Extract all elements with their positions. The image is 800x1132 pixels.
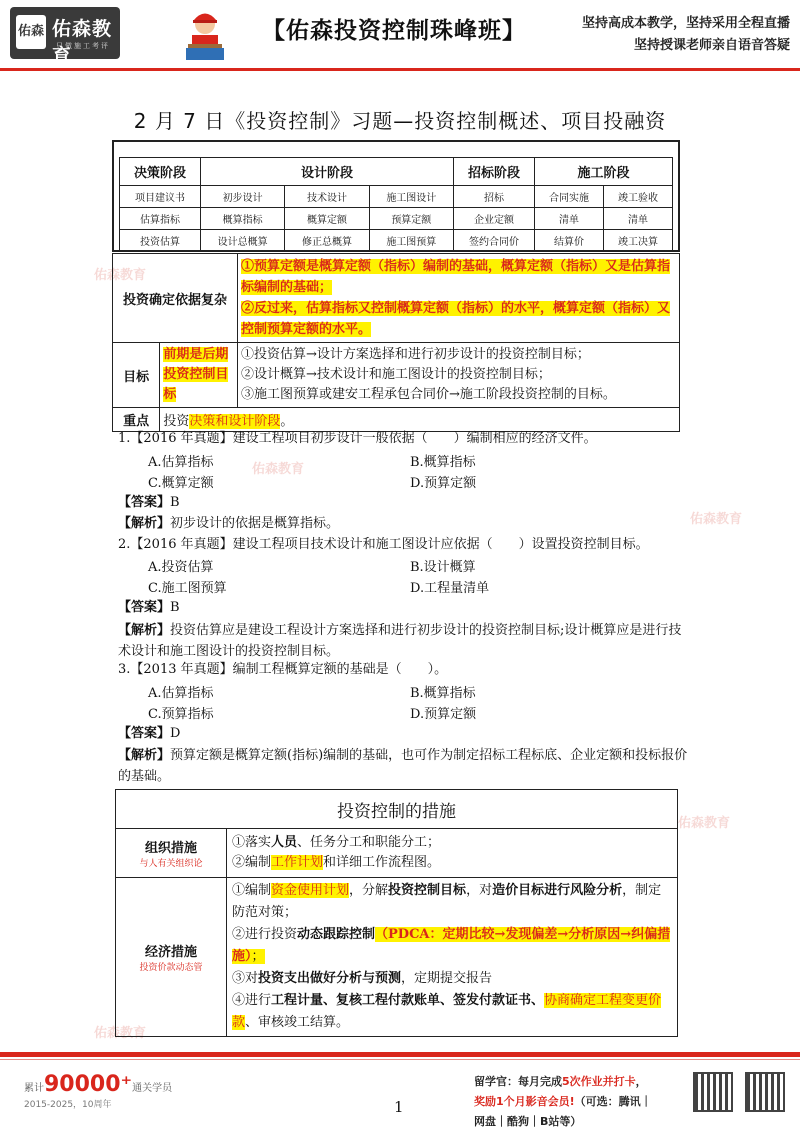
stage-header: 施工阶段 <box>534 158 672 186</box>
basis-label: 投资确定依据复杂 <box>113 254 238 343</box>
question-stem: 3.【2013 年真题】编制工程概算定额的基础是（ ）。 <box>118 662 448 677</box>
eco-2a: ②进行投资 <box>232 927 298 942</box>
answer-label: 【答案】 <box>118 600 171 615</box>
answer-value: B <box>170 495 180 510</box>
promo-b: 每月完成 <box>518 1075 562 1088</box>
watermark: 佑森教育 <box>94 268 147 283</box>
stage-header: 决策阶段 <box>120 158 201 186</box>
option: A.投资估算 <box>148 560 214 575</box>
eco-2b: 动态跟踪控制 <box>297 927 376 942</box>
org-1c: 、任务分工和职能分工； <box>297 835 441 850</box>
stage-cell: 估算指标 <box>120 208 201 230</box>
stage-row <box>120 186 673 208</box>
goal-row <box>113 343 680 408</box>
stage-cell: 项目建议书 <box>120 186 201 208</box>
answer-line <box>118 599 180 617</box>
slogan-line-2: 坚持授课老师亲自语音答疑 <box>633 38 790 53</box>
analysis-label: 【解析】 <box>118 516 171 531</box>
stage-cell: 施工图预算 <box>369 230 453 252</box>
option: D.预算定额 <box>410 476 477 491</box>
footer-divider <box>0 1052 800 1057</box>
eco-1a: ①编制 <box>232 883 272 898</box>
stage-cell: 施工图设计 <box>369 186 453 208</box>
org-1b: 人员 <box>271 835 298 850</box>
qr-code-icon <box>745 1072 785 1112</box>
eco-1f: ，制定防范对策； <box>232 883 662 920</box>
option: D.预算定额 <box>410 707 477 722</box>
watermark: 佑森教育 <box>94 1026 147 1041</box>
eco-1c: 投资控制目标 <box>388 883 467 898</box>
header-title: 【佑森投资控制珠峰班】 <box>262 18 526 44</box>
stage-cell: 概算定额 <box>285 208 369 230</box>
count-prefix: 累计 <box>24 1083 44 1094</box>
promo-text <box>474 1072 652 1132</box>
analysis-text: 投资估算应是建设工程设计方案选择和进行初步设计的投资控制目标;设计概算应是进行技术设计和施工图设计的投资控制目标。 <box>118 623 682 659</box>
stage-cell: 修正总概算 <box>285 230 369 252</box>
org-2b: 和详细工作流程图。 <box>323 855 441 870</box>
promo-f: （可选：腾讯｜ <box>574 1095 652 1108</box>
goal-note: 前期是后期投资控制目标 <box>163 347 229 402</box>
stage-row <box>120 230 673 252</box>
option: C.概算定额 <box>148 476 214 491</box>
option: A.估算指标 <box>148 686 214 701</box>
watermark: 佑森教育 <box>690 512 743 527</box>
footer-divider-thin <box>0 1059 800 1060</box>
option: B.概算指标 <box>410 455 476 470</box>
org-sub: 与人有关组织论 <box>139 859 203 869</box>
measures-title: 投资控制的措施 <box>116 790 678 829</box>
eco-sub: 投资价款动态管 <box>139 963 203 973</box>
promo-g: 网盘｜酷狗｜B站等） <box>474 1115 582 1128</box>
eco-4b: 工程计量、复核工程付款账单、签发付款证书、 <box>271 993 545 1008</box>
analysis-line <box>118 745 688 787</box>
slogan-line-1: 坚持高成本教学，坚持采用全程直播 <box>581 16 790 31</box>
analysis-label: 【解析】 <box>118 748 171 763</box>
stage-table <box>119 157 673 252</box>
goal-point-1: ①投资估算→设计方案选择和进行初步设计的投资控制目标； <box>241 347 590 362</box>
stage-cell: 设计总概算 <box>201 230 285 252</box>
analysis-line <box>118 515 339 533</box>
stage-row <box>120 208 673 230</box>
stage-cell: 企业定额 <box>453 208 534 230</box>
header-divider <box>0 68 800 71</box>
eco-row <box>116 878 678 1037</box>
analysis-text: 初步设计的依据是概算指标。 <box>170 516 340 531</box>
eco-3b: 投资支出做好分析与预测 <box>258 971 402 986</box>
stage-cell: 预算定额 <box>369 208 453 230</box>
basis-point-1: ①预算定额是概算定额（指标）编制的基础，概算定额（指标）又是估算指标编制的基础； <box>241 259 671 295</box>
stage-cell: 清单 <box>603 208 672 230</box>
eco-2d: ； <box>251 949 265 964</box>
eco-3a: ③对 <box>232 971 259 986</box>
eco-4c: 、审核竣工结算。 <box>245 1015 350 1030</box>
eco-3c: ，定期提交报告 <box>401 971 493 986</box>
brand-logo <box>10 7 120 67</box>
stage-header: 设计阶段 <box>201 158 454 186</box>
org-2-highlight: 工作计划 <box>271 855 324 870</box>
question-stem: 1.【2016 年真题】建设工程项目初步设计一般依据（ ）编制相应的经济文件。 <box>118 431 597 446</box>
promo-e: 奖励1个月影音会员! <box>474 1095 575 1108</box>
answer-line <box>118 494 180 512</box>
stage-cell: 竣工验收 <box>603 186 672 208</box>
question-stem: 2.【2016 年真题】建设工程项目技术设计和施工图设计应依据（ ）设置投资控制目标。 <box>118 537 649 552</box>
key-prefix: 投资 <box>163 414 190 429</box>
option: C.施工图预算 <box>148 581 227 596</box>
goal-label: 目标 <box>113 343 160 408</box>
key-label: 重点 <box>113 408 160 432</box>
stage-cell: 竣工决算 <box>603 230 672 252</box>
investment-rule-table <box>112 253 680 432</box>
student-count <box>24 1072 172 1110</box>
watermark: 佑森教育 <box>678 816 731 831</box>
eco-2-pdca: （PDCA：定期比较→发现偏差→分析原因→纠偏措施） <box>232 927 671 964</box>
option: C.预算指标 <box>148 707 214 722</box>
org-row <box>116 829 678 878</box>
page-number: 1 <box>394 1098 404 1116</box>
measures-title-row <box>116 790 678 829</box>
stage-cell: 概算指标 <box>201 208 285 230</box>
stage-cell: 投资估算 <box>120 230 201 252</box>
eco-1d: ，对 <box>466 883 493 898</box>
goal-point-2: ②设计概算→技术设计和施工图设计的投资控制目标； <box>241 367 551 382</box>
analysis-text: 预算定额是概算定额(指标)编制的基础，也可作为制定招标工程标底、企业定额和投标报价的基础。 <box>118 748 688 784</box>
stage-cell: 结算价 <box>534 230 603 252</box>
eco-1e: 造价目标进行风险分析 <box>492 883 623 898</box>
org-2a: ②编制 <box>232 855 272 870</box>
question-2 <box>118 536 649 554</box>
years-label: 2015-2025，10周年 <box>24 1100 112 1110</box>
key-row <box>113 408 680 432</box>
question-1 <box>118 430 597 448</box>
logo-seal: 佑森 <box>16 15 46 49</box>
org-label: 组织措施 <box>144 841 197 856</box>
option: A.估算指标 <box>148 455 214 470</box>
option: B.设计概算 <box>410 560 476 575</box>
eco-1-highlight: 资金使用计划 <box>271 883 350 898</box>
answer-line <box>118 725 180 743</box>
eco-4a: ④进行 <box>232 993 272 1008</box>
eco-4-highlight: 协商确定工程变更价款 <box>232 993 662 1030</box>
promo-d: ， <box>635 1075 647 1088</box>
stage-cell: 初步设计 <box>201 186 285 208</box>
stage-header: 招标阶段 <box>453 158 534 186</box>
analysis-line <box>118 620 688 662</box>
stage-cell: 招标 <box>453 186 534 208</box>
key-highlight: 决策和设计阶段 <box>189 414 281 429</box>
page-title: 2 月 7 日《投资控制》习题—投资控制概述、项目投融资 <box>133 109 667 133</box>
stage-cell: 签约合同价 <box>453 230 534 252</box>
qr-code-icon <box>693 1072 733 1112</box>
logo-subtitle: 只做施工考评 <box>56 42 110 50</box>
stage-header-row <box>120 158 673 186</box>
basis-row <box>113 254 680 343</box>
goal-point-3: ③施工图预算或建安工程承包合同价→施工阶段投资控制的目标。 <box>241 387 616 402</box>
watermark: 佑森教育 <box>252 462 305 477</box>
answer-value: B <box>170 600 180 615</box>
logo-name: 佑森教育 <box>52 18 113 67</box>
measures-table <box>115 789 678 1037</box>
question-3 <box>118 661 447 679</box>
promo-c: 5次作业并打卡 <box>562 1075 636 1088</box>
promo-a: 留学官： <box>474 1075 518 1088</box>
option: D.工程量清单 <box>410 581 490 596</box>
answer-value: D <box>170 726 181 741</box>
stage-cell: 合同实施 <box>534 186 603 208</box>
count-value: 90000⁺ <box>44 1072 133 1097</box>
stage-cell: 清单 <box>534 208 603 230</box>
answer-label: 【答案】 <box>118 495 171 510</box>
key-suffix: 。 <box>280 414 294 429</box>
answer-label: 【答案】 <box>118 726 171 741</box>
mascot-icon <box>178 8 232 64</box>
stage-cell: 技术设计 <box>285 186 369 208</box>
option: B.概算指标 <box>410 686 476 701</box>
org-1a: ①落实 <box>232 835 272 850</box>
eco-label: 经济措施 <box>144 945 197 960</box>
analysis-label: 【解析】 <box>118 623 171 638</box>
eco-1b: ，分解 <box>349 883 389 898</box>
basis-point-2: ②反过来，估算指标又控制概算定额（指标）的水平，概算定额（指标）又控制预算定额的水平。 <box>241 301 671 337</box>
count-suffix: 通关学员 <box>132 1083 173 1094</box>
